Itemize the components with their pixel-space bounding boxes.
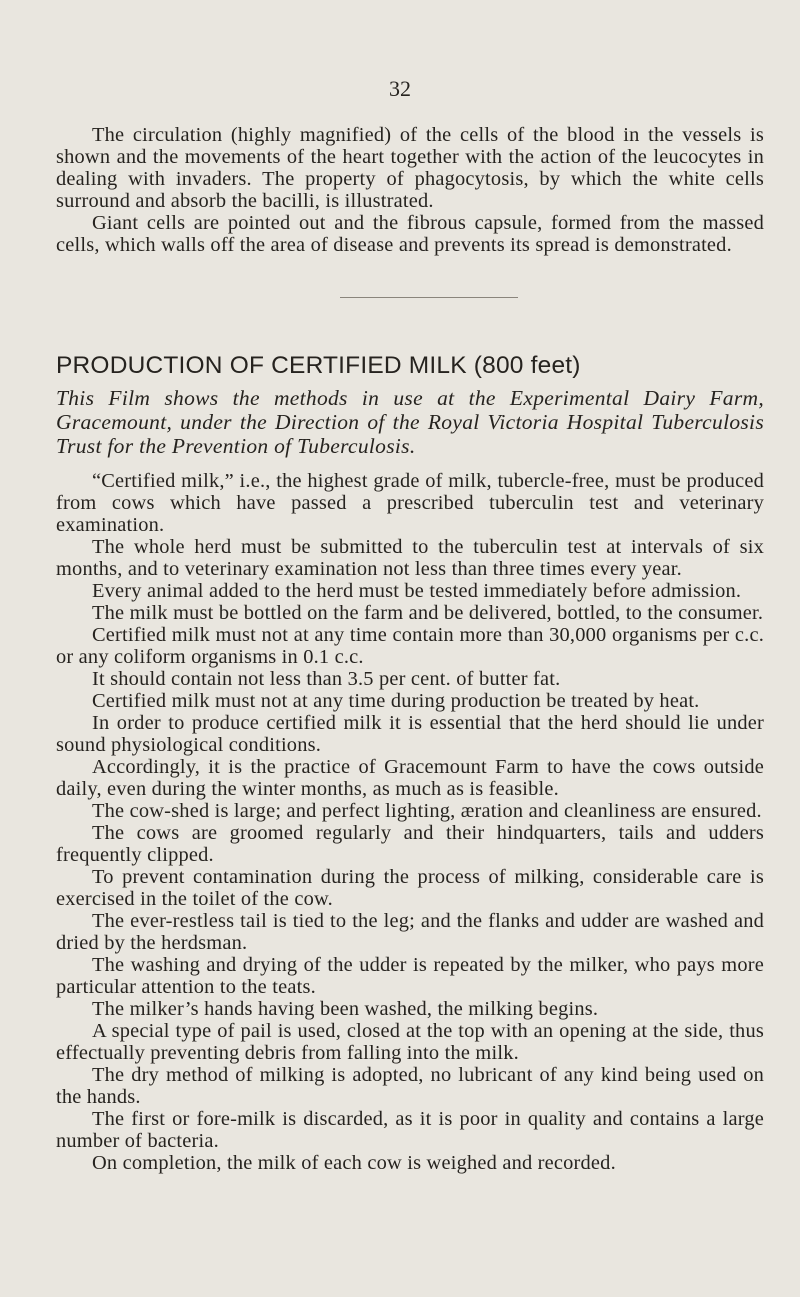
body-paragraph: The whole herd must be submitted to the tuberculin test at intervals of six months, and to veterinary examination not less than three times every year. [56, 536, 764, 580]
body-paragraph: A special type of pail is used, closed at the top with an opening at the side, thus effectually preventing debris from falling into the milk. [56, 1020, 764, 1064]
body-paragraph: To prevent contamination during the process of milking, considerable care is exercised in the toilet of the cow. [56, 866, 764, 910]
body-paragraph: Accordingly, it is the practice of Gracemount Farm to have the cows outside daily, even during the winter months, as much as is feasible. [56, 756, 764, 800]
section-divider [340, 297, 518, 298]
section-subtitle: This Film shows the methods in use at the Experimental Dairy Farm, Gracemount, under the Direction of the Royal Victoria Hospital Tuberculosis Trust for the Prevention of Tuberculosis. [56, 386, 764, 458]
body-paragraph: On completion, the milk of each cow is weighed and recorded. [92, 1152, 616, 1174]
body-paragraph: The ever-restless tail is tied to the leg; and the flanks and udder are washed and dried by the herdsman. [56, 910, 764, 954]
body-paragraph: Certified milk must not at any time contain more than 30,000 organisms per c.c. or any coliform organisms in 0.1 c.c. [56, 624, 764, 668]
intro-paragraph: The circulation (highly magnified) of the cells of the blood in the vessels is shown and the movements of the heart together with the action of the leucocytes in dealing with invaders. The property of phagocytosis, by which the white cells surround and absorb the bacilli, is illustrated. [56, 124, 764, 212]
body-paragraph: The milker’s hands having been washed, the milking begins. [92, 998, 599, 1020]
body-paragraph: The milk must be bottled on the farm and be delivered, bottled, to the consumer. [92, 602, 764, 624]
body-paragraph: The washing and drying of the udder is repeated by the milker, who pays more particular attention to the teats. [56, 954, 764, 998]
body-paragraph: “Certified milk,” i.e., the highest grade of milk, tubercle-free, must be produced from cows which have passed a prescribed tuberculin test and veterinary examination. [56, 470, 764, 536]
section-heading: PRODUCTION OF CERTIFIED MILK (800 feet) [56, 352, 581, 379]
body-paragraph: Certified milk must not at any time during production be treated by heat. [92, 690, 700, 712]
body-paragraph: The first or fore-milk is discarded, as it is poor in quality and contains a large number of bacteria. [56, 1108, 764, 1152]
section-body [56, 470, 764, 1174]
body-paragraph: Every animal added to the herd must be tested immediately before admission. [92, 580, 742, 602]
page-number: 32 [389, 76, 411, 101]
intro-text [56, 124, 764, 256]
intro-paragraph: Giant cells are pointed out and the fibrous capsule, formed from the massed cells, which walls off the area of disease and prevents its spread is demonstrated. [56, 212, 764, 256]
body-paragraph: The dry method of milking is adopted, no lubricant of any kind being used on the hands. [56, 1064, 764, 1108]
body-paragraph: The cows are groomed regularly and their hindquarters, tails and udders frequently clipped. [56, 822, 764, 866]
body-paragraph: The cow-shed is large; and perfect lighting, æration and cleanliness are ensured. [92, 800, 762, 822]
body-paragraph: In order to produce certified milk it is essential that the herd should lie under sound physiological conditions. [56, 712, 764, 756]
body-paragraph: It should contain not less than 3.5 per cent. of butter fat. [92, 668, 561, 690]
